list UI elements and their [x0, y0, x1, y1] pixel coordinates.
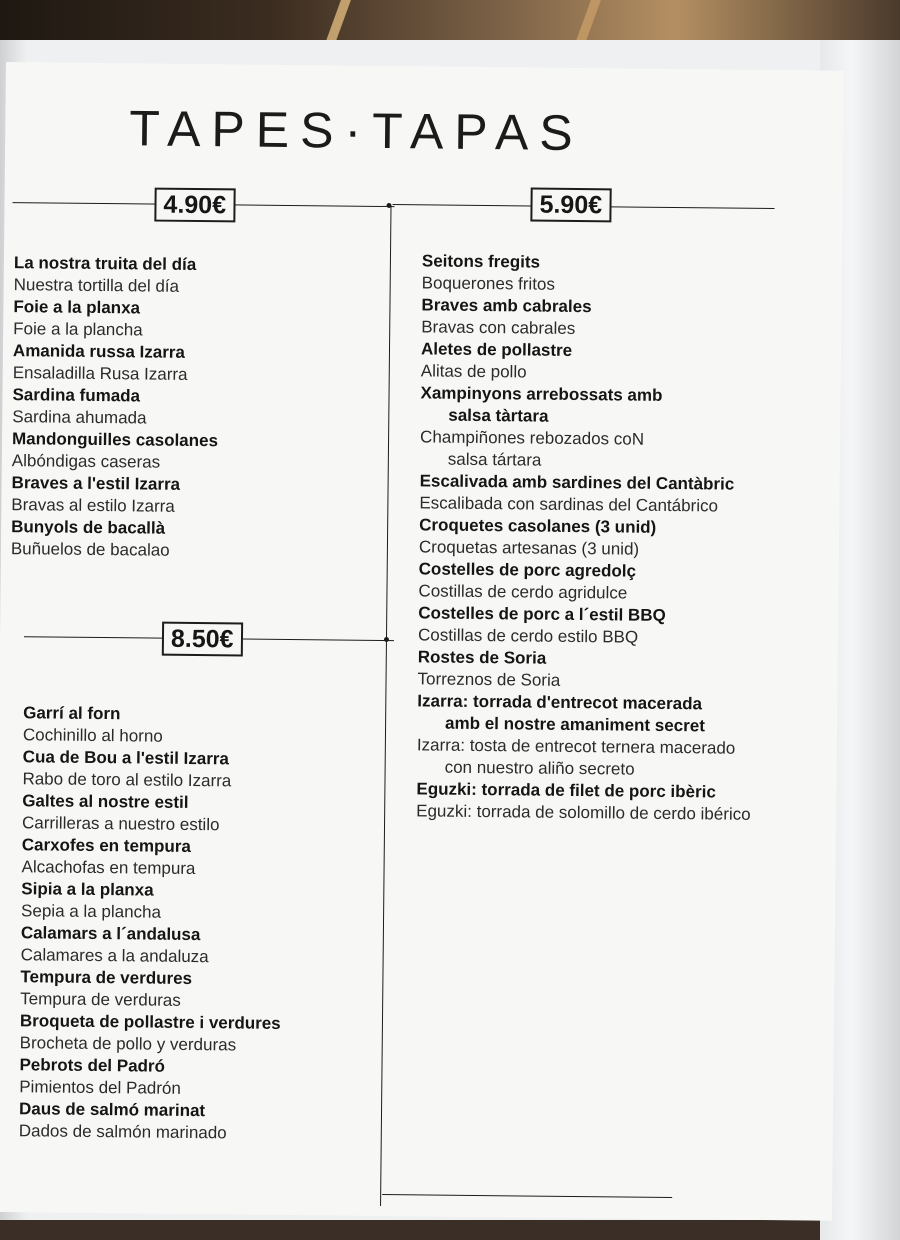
menu-item: [422, 250, 832, 298]
item-name-catalan: La nostra truita del día: [13, 253, 197, 275]
item-name-catalan-cont: amb el nostre amaniment secret: [445, 713, 706, 736]
menu-item: [421, 338, 831, 386]
item-name-catalan: Foie a la planxa: [13, 297, 141, 318]
menu-item: [21, 878, 431, 926]
item-name-catalan: Croquetes casolanes (3 unid): [419, 515, 657, 537]
item-name-spanish: Sardina ahumada: [12, 407, 147, 428]
menu-list-490: [11, 252, 424, 564]
item-name-catalan: Pebrots del Padró: [19, 1055, 166, 1076]
menu-item: [418, 602, 828, 650]
item-name-spanish: Brocheta de pollo y verduras: [19, 1033, 237, 1055]
item-name-spanish: Croquetas artesanas (3 unid): [418, 537, 640, 559]
item-name-spanish: Escalibada con sardinas del Cantábrico: [419, 493, 719, 516]
price-badge-490: 4.90€: [154, 188, 235, 223]
item-name-spanish: Ensaladilla Rusa Izarra: [12, 363, 188, 384]
menu-item: [19, 1054, 429, 1102]
item-name-spanish: Rabo de toro al estilo Izarra: [22, 769, 232, 791]
item-name-spanish-cont: con nuestro aliño secreto: [444, 757, 635, 779]
menu-title: TAPES·TAPAS: [129, 100, 584, 162]
menu-item: [11, 516, 421, 564]
menu-item: [21, 922, 431, 970]
item-name-spanish: Sepia a la plancha: [21, 901, 162, 922]
menu-item: [22, 746, 432, 794]
item-name-spanish: Alitas de pollo: [420, 361, 527, 382]
item-name-spanish: Izarra: tosta de entrecot ternera macerado: [416, 735, 736, 758]
menu-list-590: [416, 250, 832, 826]
menu-item: [22, 790, 432, 838]
item-name-catalan: Xampinyons arrebossats amb: [420, 383, 663, 405]
item-name-catalan: Sardina fumada: [12, 385, 141, 406]
item-name-spanish: Carrilleras a nuestro estilo: [21, 813, 220, 835]
item-name-catalan: Costelles de porc a l´estil BBQ: [418, 603, 666, 625]
menu-item: [21, 834, 431, 882]
item-name-catalan: Eguzki: torrada de filet de porc ibèric: [416, 779, 716, 802]
price-badge-590: 5.90€: [530, 188, 611, 223]
item-name-catalan: Cua de Bou a l'estil Izarra: [22, 747, 230, 769]
menu-item: [20, 966, 430, 1014]
menu-item: [12, 428, 422, 476]
item-name-spanish: Foie a la plancha: [13, 319, 143, 340]
bottom-divider-right: [382, 1194, 672, 1198]
item-name-spanish: Alcachofas en tempura: [21, 857, 196, 879]
item-name-spanish: Tempura de verduras: [20, 989, 181, 1010]
menu-list-850: [19, 702, 434, 1146]
menu-item: [418, 558, 828, 606]
item-name-catalan: Amanida russa Izarra: [12, 341, 186, 362]
item-name-catalan: Rostes de Soria: [417, 647, 547, 668]
item-name-spanish: Boquerones fritos: [421, 273, 556, 294]
menu-item: [417, 690, 828, 782]
item-name-spanish: Costillas de cerdo agridulce: [418, 581, 628, 603]
item-name-catalan: Sipia a la planxa: [21, 879, 154, 900]
menu-item: [419, 470, 829, 518]
menu-item: [23, 702, 433, 750]
item-name-spanish: Champiñones rebozados coN: [419, 427, 645, 449]
item-name-catalan: Braves amb cabrales: [421, 295, 592, 317]
item-name-spanish: Nuestra tortilla del día: [13, 275, 180, 296]
item-name-catalan: Mandonguilles casolanes: [11, 429, 219, 451]
item-name-spanish: Pimientos del Padrón: [19, 1077, 181, 1098]
item-name-catalan: Aletes de pollastre: [420, 339, 573, 360]
item-name-catalan: Garrí al forn: [23, 703, 121, 724]
menu-item: [19, 1098, 429, 1146]
menu-item: [20, 1010, 430, 1058]
item-name-catalan: Broqueta de pollastre i verdures: [19, 1011, 281, 1033]
item-name-spanish: Costillas de cerdo estilo BBQ: [417, 625, 639, 647]
menu-item: [12, 384, 422, 432]
item-name-catalan: Tempura de verdures: [20, 967, 193, 988]
item-name-catalan: Calamars a l´andalusa: [20, 923, 201, 945]
item-name-spanish: Albóndigas caseras: [11, 451, 161, 472]
item-name-catalan: Seitons fregits: [421, 251, 541, 272]
item-name-spanish: Calamares a la andaluza: [20, 945, 209, 967]
item-name-spanish: Bravas con cabrales: [421, 317, 576, 338]
price-badge-850: 8.50€: [162, 622, 243, 657]
menu-item: [419, 514, 829, 562]
menu-item: [11, 472, 421, 520]
menu-item: [14, 252, 424, 300]
menu-item: [420, 382, 831, 474]
item-name-catalan: Izarra: torrada d'entrecot macerada: [417, 691, 703, 714]
item-name-spanish: Buñuelos de bacalao: [10, 539, 170, 560]
item-name-spanish: Bravas al estilo Izarra: [11, 495, 175, 516]
menu-item: [417, 646, 827, 694]
menu-item: [13, 296, 423, 344]
menu-item: [13, 340, 423, 388]
menu-item: [421, 294, 831, 342]
item-name-catalan: Braves a l'estil Izarra: [11, 473, 181, 494]
item-name-spanish: Dados de salmón marinado: [18, 1121, 227, 1143]
item-name-catalan-cont: salsa tàrtara: [448, 405, 549, 426]
item-name-catalan: Bunyols de bacallà: [11, 517, 166, 538]
item-name-spanish: Torreznos de Soria: [417, 669, 561, 690]
item-name-catalan: Galtes al nostre estil: [22, 791, 189, 812]
menu-page: [0, 62, 844, 1221]
item-name-catalan: Escalivada amb sardines del Cantàbric: [419, 471, 735, 494]
item-name-spanish: Eguzki: torrada de solomillo de cerdo ibérico: [416, 801, 751, 824]
menu-item: [416, 778, 826, 826]
item-name-catalan: Daus de salmó marinat: [18, 1099, 206, 1121]
item-name-spanish: Cochinillo al horno: [22, 725, 163, 746]
divider-dot-mid: [384, 637, 389, 642]
item-name-catalan: Costelles de porc agredolç: [418, 559, 637, 581]
item-name-spanish-cont: salsa tártara: [447, 449, 542, 470]
item-name-catalan: Carxofes en tempura: [21, 835, 192, 856]
